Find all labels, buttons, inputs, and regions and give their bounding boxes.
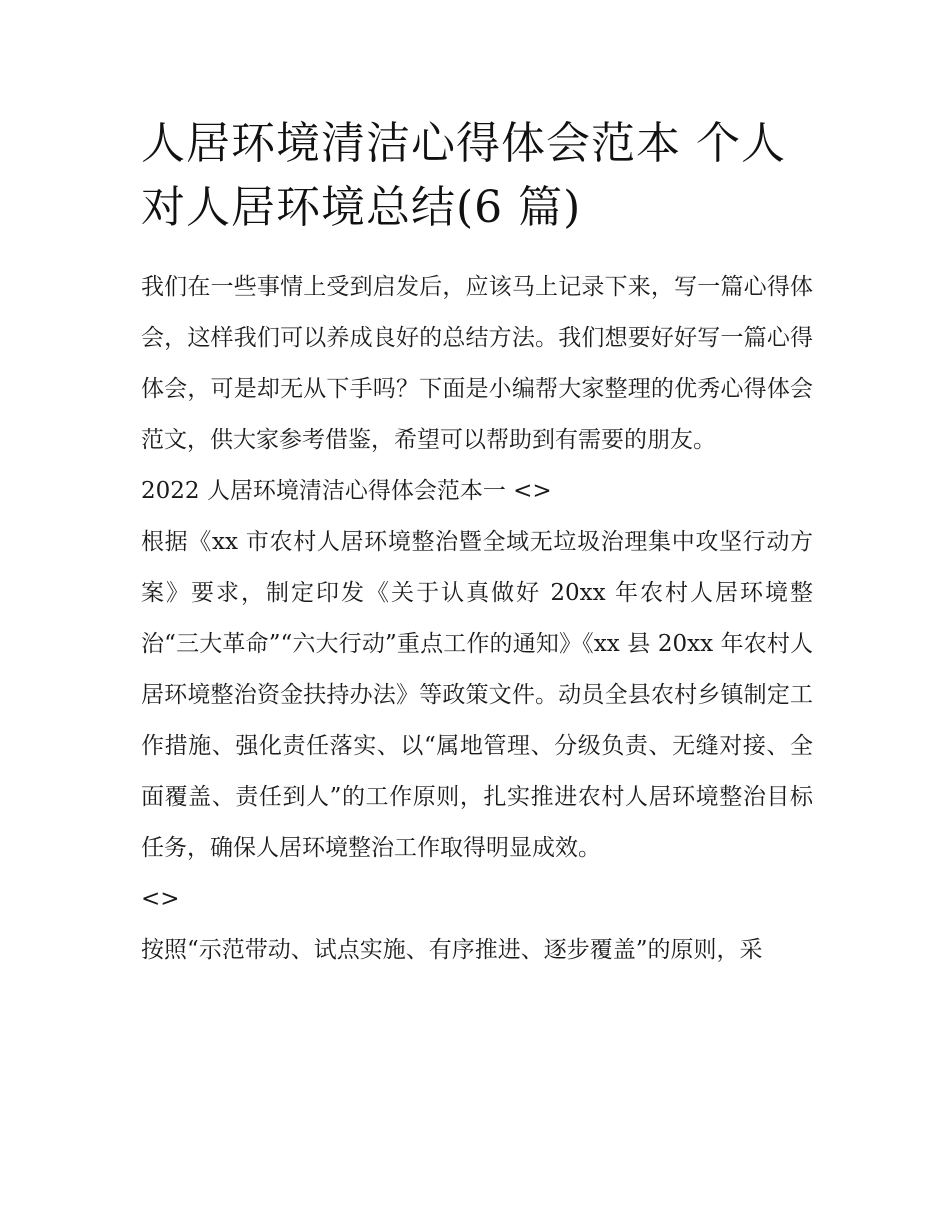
section-marker: <> <box>141 886 180 912</box>
intro-paragraph: 我们在一些事情上受到启发后，应该马上记录下来，写一篇心得体会，这样我们可以养成良好的总结方法。我们想要好好写一篇心得体会，可是却无从下手吗？下面是小编帮大家整理的优秀心得体会范文，供大家参考借鉴，希望可以帮助到有需要的朋友。 <box>141 274 813 453</box>
document-title: 人居环境清洁心得体会范本 个人对人居环境总结(6 篇) <box>141 118 786 233</box>
body-paragraph: 根据《xx 市农村人居环境整治暨全域无垃圾治理集中攻坚行动方案》要求，制定印发《关于认真做好 20xx 年农村人居环境整治“三大革命”“六大行动”重点工作的通知》《xx 县 20xx 年农村人居环境整治资金扶持办法》等政策文件。动员全县农村乡镇制定工作措施、强化责任落实、以“属地管理、分级负责、无缝对接、全面覆盖、责任到人”的工作原则，扎实推进农村人居环境整治目标任务，确保人居环境整治工作取得明显成效。 <box>141 529 813 861</box>
body-paragraph: 按照“示范带动、试点实施、有序推进、逐步覆盖”的原则，采 <box>141 937 763 963</box>
document-body <box>141 112 813 976</box>
section-heading: 2022 人居环境清洁心得体会范本一 <> <box>141 478 552 504</box>
